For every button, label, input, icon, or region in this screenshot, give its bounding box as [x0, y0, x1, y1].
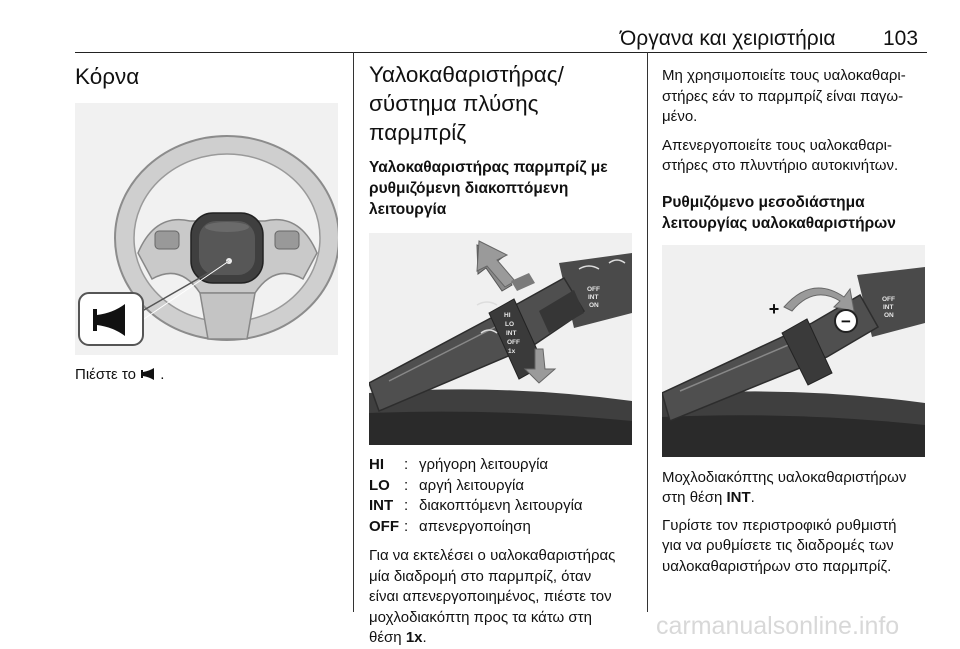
- single-wipe-line4: μοχλοδιακόπτη προς τα κάτω στη: [369, 608, 592, 626]
- wiper-subheading-line3: λειτουργία: [369, 201, 447, 218]
- interval-adjuster-figure: [662, 245, 925, 457]
- int-position-line2-pre: στη θέση: [662, 489, 723, 506]
- wiper-heading-line2: σύστημα πλύσης παρμπρίζ: [369, 91, 539, 145]
- wiper-heading: [369, 60, 634, 147]
- int-position-line2-post: .: [750, 489, 755, 506]
- watermark: carmanualsonline.info: [656, 612, 900, 640]
- car-wash-line2: στήρες στο πλυντήριο αυτοκινήτων.: [662, 157, 899, 174]
- definition-separator: :: [404, 517, 409, 535]
- ring-label-1x: 1x: [508, 348, 516, 355]
- car-wash-paragraph: [662, 136, 930, 177]
- page-header-title: Όργανα και χειριστήρια: [620, 27, 836, 50]
- horn-section: [75, 60, 337, 386]
- wiper-position-definitions: [369, 455, 583, 537]
- single-wipe-line3: είναι απενεργοποιημένος, πιέστε τον: [369, 588, 612, 605]
- stalk-label-int-2: INT: [883, 303, 894, 311]
- horn-instruction: Πιέστε το .: [75, 366, 165, 383]
- adjust-line2: για να ρυθμίσετε τις διαδρομές των: [662, 537, 894, 554]
- single-wipe-line2: μία διαδρομή στο παρμπρίζ, όταν: [369, 567, 592, 585]
- definition-row: [369, 517, 583, 538]
- definition-desc: διακοπτόμενη λειτουργία: [419, 497, 583, 514]
- header-rule: [75, 52, 927, 53]
- ring-label-int: INT: [506, 330, 517, 337]
- stalk-label-on-2: ON: [884, 311, 894, 319]
- interval-subheading-line2: λειτουργίας υαλοκαθαριστήρων: [662, 214, 896, 232]
- frozen-windscreen-paragraph: [662, 66, 930, 128]
- int-position-bold: INT: [726, 489, 751, 506]
- definition-separator: :: [404, 456, 409, 473]
- wiper-section: [369, 60, 634, 649]
- steering-wheel-illustration: [75, 103, 338, 355]
- ring-label-lo: LO: [505, 321, 515, 328]
- interval-subheading-line1: Ρυθμιζόμενο μεσοδιάστημα: [662, 193, 865, 211]
- wiper-subheading-line2: ρυθμιζόμενη διακοπτόμενη: [369, 180, 569, 197]
- horn-instruction-text: Πιέστε το: [75, 366, 136, 383]
- car-wash-line1: Απενεργοποιείτε τους υαλοκαθαρι-: [662, 136, 893, 154]
- definition-key: LO: [369, 476, 390, 494]
- ring-label-hi: HI: [504, 312, 511, 319]
- stalk-label-int: INT: [588, 294, 599, 301]
- definition-separator: :: [404, 497, 409, 514]
- page-number: 103: [883, 27, 919, 50]
- definition-row: [369, 496, 583, 517]
- definition-key: OFF: [369, 517, 399, 535]
- definition-row: [369, 455, 583, 476]
- definition-desc: αργή λειτουργία: [419, 476, 525, 494]
- frozen-line3: μένο.: [662, 108, 698, 125]
- ring-label-off: OFF: [507, 339, 520, 346]
- wiper-subheading-line1: Υαλοκαθαριστήρας παρμπρίζ με: [369, 159, 608, 176]
- frozen-line1: Μη χρησιμοποιείτε τους υαλοκαθαρι-: [662, 67, 906, 84]
- int-position-paragraph: [662, 468, 930, 509]
- single-wipe-line1: Για να εκτελέσει ο υαλοκαθαριστήρας: [369, 547, 616, 564]
- minus-label: −: [841, 311, 851, 331]
- horn-inline-icon: [140, 366, 160, 383]
- steering-wheel-figure: [75, 103, 338, 355]
- definition-desc: απενεργοποίηση: [419, 517, 531, 535]
- int-position-line1: Μοχλοδιακόπτης υαλοκαθαριστήρων: [662, 468, 907, 486]
- single-wipe-position: 1x: [405, 629, 423, 646]
- adjust-line1: Γυρίστε τον περιστροφικό ρυθμιστή: [662, 516, 897, 534]
- column-divider-left: [353, 52, 354, 612]
- adjust-line3: υαλοκαθαριστήρων στο παρμπρίζ.: [662, 557, 892, 575]
- wiper-lever-figure: [369, 233, 632, 445]
- plus-label: +: [768, 298, 780, 319]
- single-wipe-paragraph: [369, 546, 634, 649]
- single-wipe-line5-post: .: [422, 629, 427, 646]
- horn-heading: Κόρνα: [75, 64, 140, 89]
- column-divider-right: [647, 52, 648, 612]
- definition-key: INT: [369, 497, 394, 514]
- single-wipe-line5-pre: θέση: [369, 629, 402, 646]
- wiper-heading-line1: Υαλοκαθαριστήρας/: [369, 62, 564, 87]
- interval-subheading: [662, 192, 930, 234]
- interval-adjuster-illustration: [662, 245, 925, 457]
- definition-key: HI: [369, 456, 384, 473]
- stalk-label-off: OFF: [587, 286, 600, 293]
- definition-row: [369, 476, 583, 497]
- wiper-interval-section: [662, 60, 930, 577]
- stalk-label-off-2: OFF: [882, 295, 895, 303]
- definition-separator: :: [404, 476, 409, 494]
- wiper-subheading: [369, 157, 634, 220]
- definition-desc: γρήγορη λειτουργία: [419, 456, 549, 473]
- wiper-lever-illustration: [369, 233, 632, 445]
- stalk-label-on: ON: [589, 302, 599, 309]
- frozen-line2: στήρες εάν το παρμπρίζ είναι παγω-: [662, 87, 904, 105]
- adjust-interval-paragraph: [662, 516, 930, 578]
